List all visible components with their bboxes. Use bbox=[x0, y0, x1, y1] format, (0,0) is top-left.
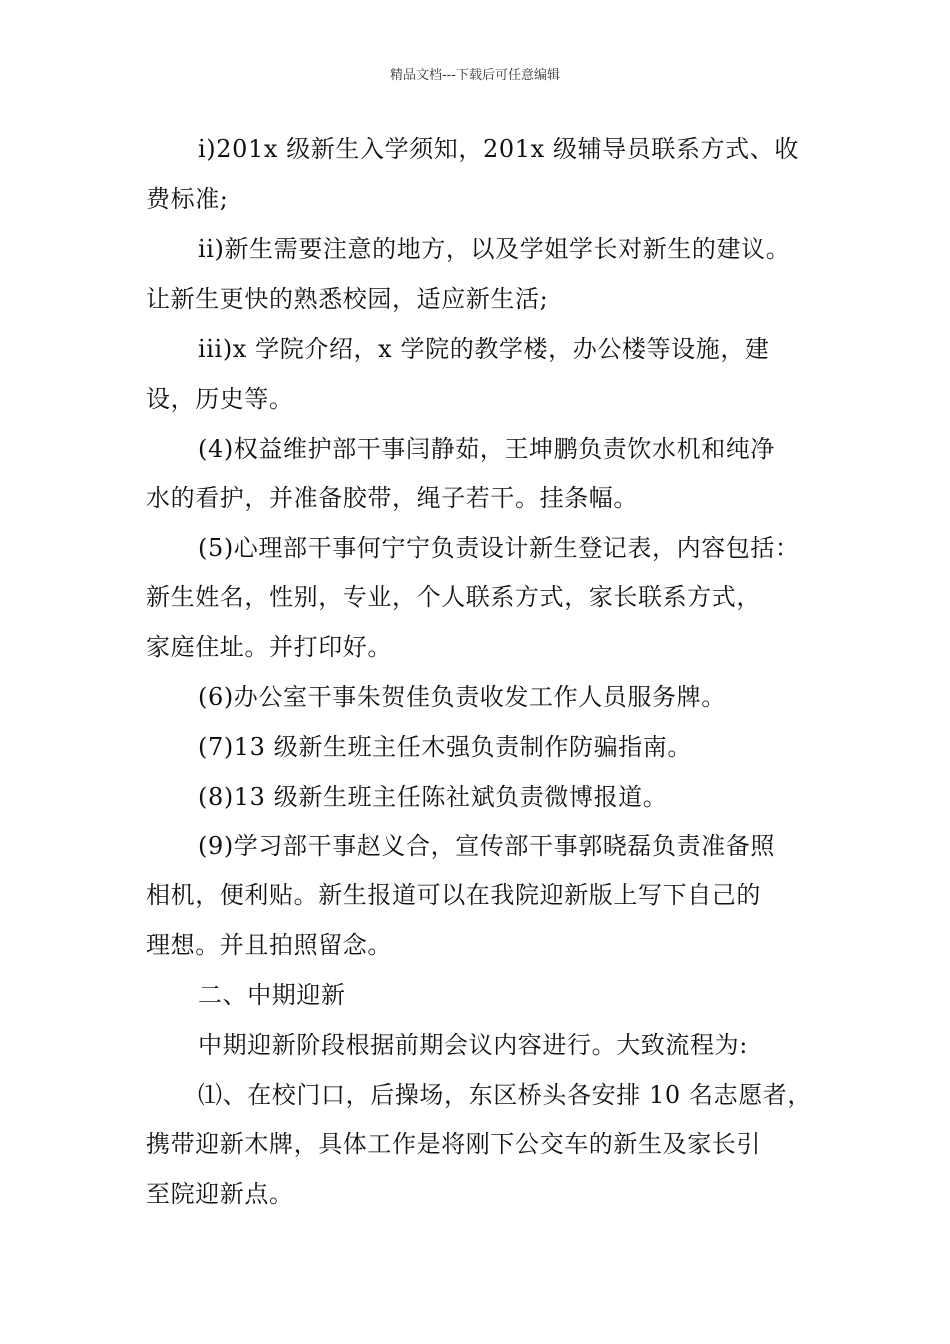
paragraph-line-9: (5)心理部干事何宁宁负责设计新生登记表，内容包括： bbox=[198, 534, 800, 562]
paragraph-line-21: 携带迎新木牌，具体工作是将刚下公交车的新生及家长引 bbox=[146, 1130, 761, 1158]
section-heading: 二、中期迎新 bbox=[198, 981, 346, 1009]
paragraph-line-11: 家庭住址。并打印好。 bbox=[146, 633, 392, 661]
paragraph-line-6: 设，历史等。 bbox=[146, 385, 294, 413]
paragraph-line-1: i)201x 级新生入学须知，201x 级辅导员联系方式、收 bbox=[198, 135, 799, 163]
paragraph-line-2: 费标准; bbox=[146, 185, 229, 213]
paragraph-line-10: 新生姓名，性别，专业，个人联系方式，家长联系方式， bbox=[146, 583, 761, 611]
paragraph-line-20: ⑴、在校门口，后操场，东区桥头各安排 10 名志愿者， bbox=[198, 1081, 812, 1109]
paragraph-line-17: 理想。并且拍照留念。 bbox=[146, 931, 392, 959]
paragraph-line-14: (8)13 级新生班主任陈社斌负责微博报道。 bbox=[198, 783, 668, 811]
page-header: 精品文档---下载后可任意编辑 bbox=[389, 68, 561, 83]
paragraph-line-16: 相机，便利贴。新生报道可以在我院迎新版上写下自己的 bbox=[146, 881, 761, 909]
paragraph-line-19: 中期迎新阶段根据前期会议内容进行。大致流程为: bbox=[198, 1031, 748, 1059]
paragraph-line-13: (7)13 级新生班主任木强负责制作防骗指南。 bbox=[198, 733, 692, 761]
paragraph-line-22: 至院迎新点。 bbox=[146, 1180, 294, 1208]
paragraph-line-7: (4)权益维护部干事闫静茹，王坤鹏负责饮水机和纯净 bbox=[198, 435, 775, 463]
paragraph-line-15: (9)学习部干事赵义合，宣传部干事郭晓磊负责准备照 bbox=[198, 832, 775, 860]
paragraph-line-5: iii)x 学院介绍，x 学院的教学楼，办公楼等设施，建 bbox=[198, 335, 770, 363]
paragraph-line-8: 水的看护，并准备胶带，绳子若干。挂条幅。 bbox=[146, 484, 638, 512]
paragraph-line-3: ii)新生需要注意的地方，以及学姐学长对新生的建议。 bbox=[198, 235, 791, 263]
paragraph-line-4: 让新生更快的熟悉校园，适应新生活; bbox=[146, 285, 549, 313]
paragraph-line-12: (6)办公室干事朱贺佳负责收发工作人员服务牌。 bbox=[198, 683, 726, 711]
